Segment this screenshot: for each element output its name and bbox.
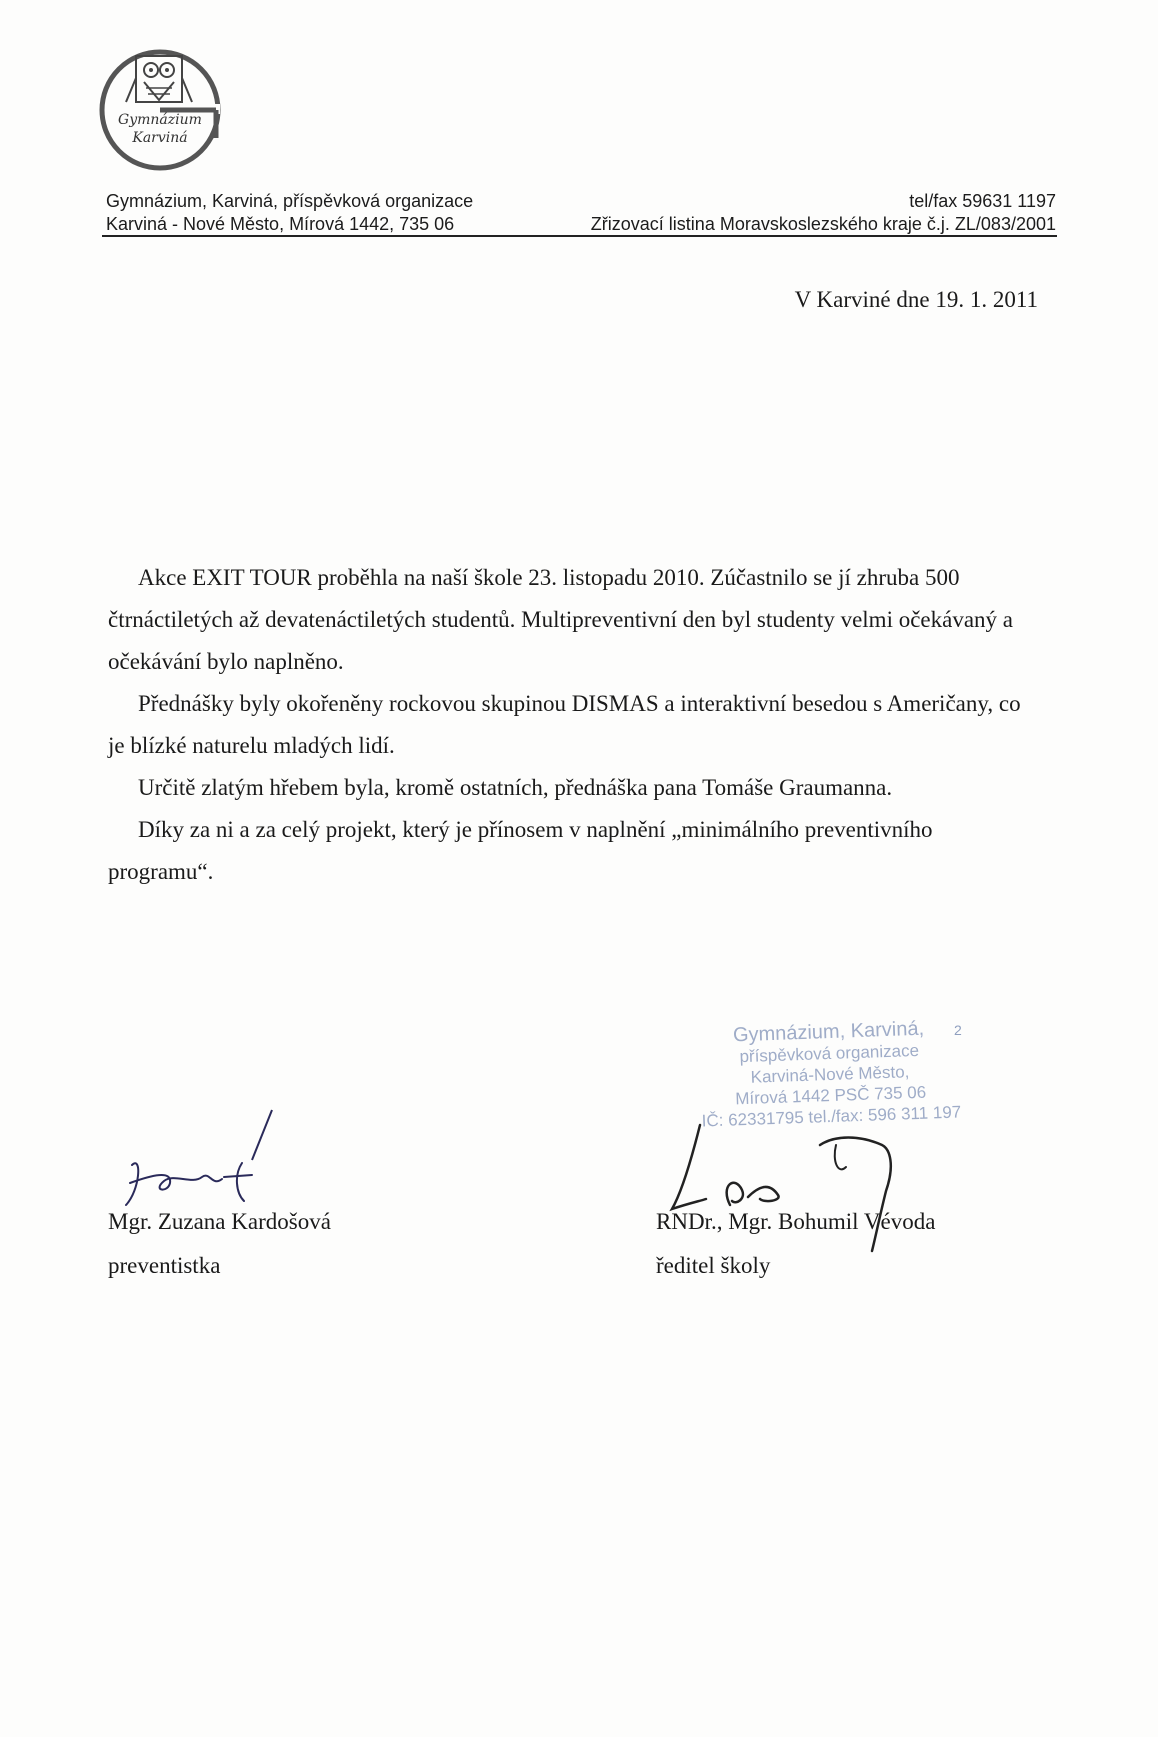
signatory-right <box>656 1200 935 1288</box>
stamp-line-3: Karviná-Nové Město, <box>750 1062 910 1087</box>
header-address <box>106 190 473 236</box>
stamp-line-5: IČ: 62331795 tel./fax: 596 311 197 <box>701 1102 962 1131</box>
signatory-left-name: Mgr. Zuzana Kardošová <box>108 1209 331 1234</box>
school-logo <box>96 38 246 188</box>
header-charter: Zřizovací listina Moravskoslezského kraje č.j. ZL/083/2001 <box>590 214 1056 234</box>
handwritten-signature-icon <box>112 1105 302 1215</box>
stamp-line-2: příspěvková organizace <box>739 1040 920 1067</box>
header-address-line: Karviná - Nové Město, Mírová 1442, 735 06 <box>106 214 455 234</box>
letter-date: V Karviné dne 19. 1. 2011 <box>794 287 1038 312</box>
header-divider <box>102 235 1057 237</box>
signature-left <box>112 1105 302 1215</box>
stamp-line-4: Mírová 1442 PSČ 735 06 <box>735 1082 927 1109</box>
signatory-left <box>108 1200 331 1288</box>
header-telfax: tel/fax 59631 1197 <box>909 191 1056 211</box>
stamp-number: 2 <box>954 1022 962 1038</box>
owl-icon <box>96 38 246 188</box>
header-contact <box>591 190 1056 236</box>
svg-text:Gymnázium: Gymnázium <box>118 112 202 128</box>
header-org-name: Gymnázium, Karviná, příspěvková organizace <box>106 191 474 211</box>
signatory-right-role: ředitel školy <box>656 1253 771 1278</box>
signatory-right-name: RNDr., Mgr. Bohumil Vévoda <box>656 1209 936 1234</box>
body-paragraph-3: Určitě zlatým hřebem byla, kromě ostatních, přednáška pana Tomáše Graumanna. <box>138 775 893 800</box>
svg-text:Karviná: Karviná <box>132 130 188 146</box>
signatory-left-role: preventistka <box>108 1253 221 1278</box>
body-paragraph-2: Přednášky byly okořeněny rockovou skupinou DISMAS a interaktivní besedou s Američany, co je blízké naturelu mladých lidí. <box>108 691 1021 758</box>
body-paragraph-4: Díky za ni a za celý projekt, který je přínosem v naplnění „minimálního preventivního programu“. <box>108 817 933 884</box>
stamp-line-1: Gymnázium, Karviná, <box>732 1017 925 1047</box>
letter-body <box>108 557 1038 893</box>
body-paragraph-1: Akce EXIT TOUR proběhla na naší škole 23. listopadu 2010. Zúčastnilo se jí zhruba 500 čtrnáctiletých až devatenáctiletých studentů. Multipreventivní den byl studenty velmi očekávaný a očekávání bylo naplněno. <box>108 565 1013 674</box>
